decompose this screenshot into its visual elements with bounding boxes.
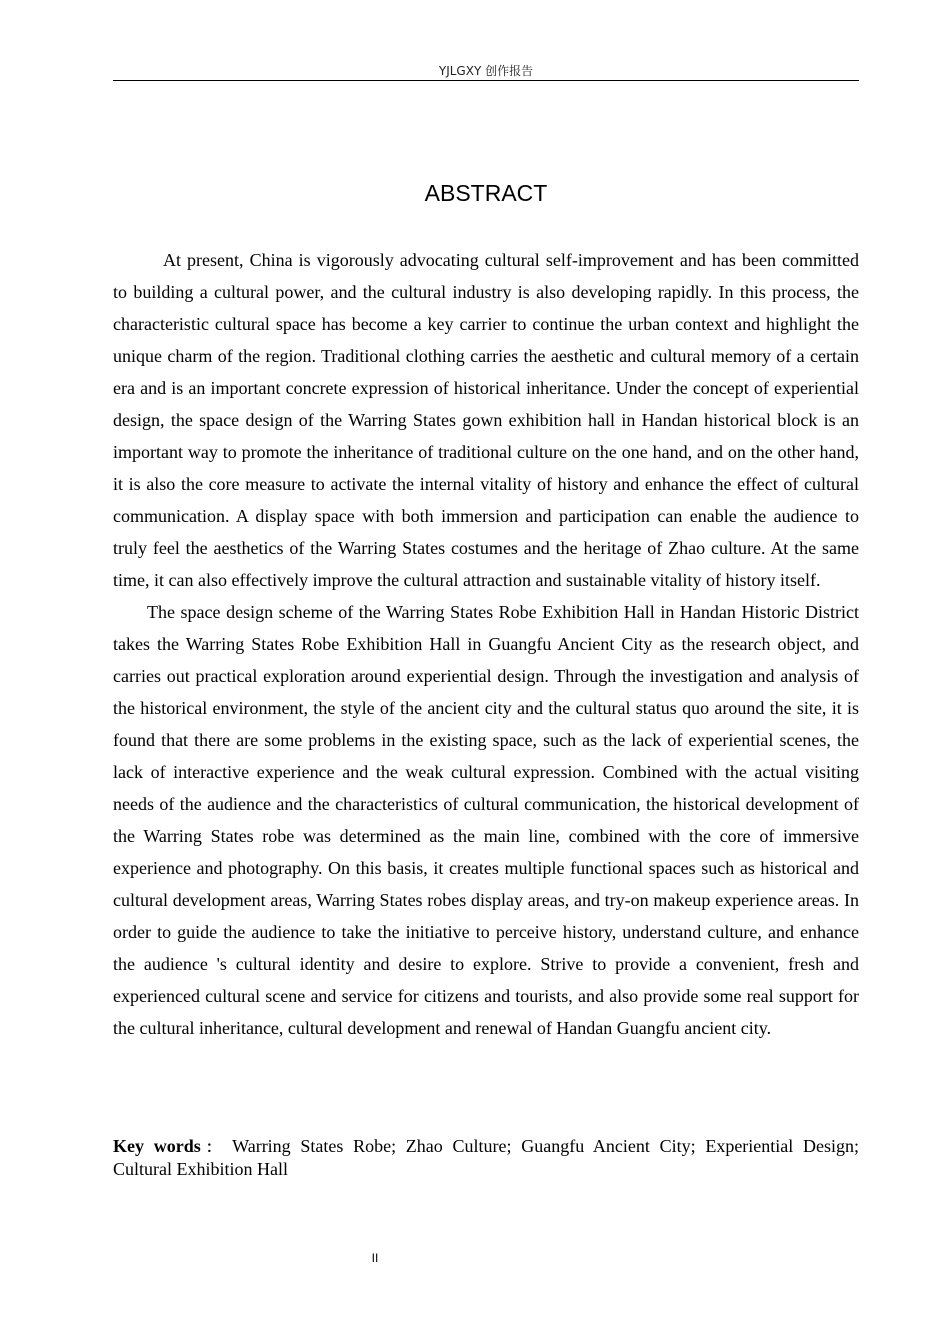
page-title: ABSTRACT — [424, 180, 548, 206]
keywords-label: Key words — [113, 1136, 201, 1156]
page-header: YJLGXY 创作报告 — [438, 64, 534, 78]
keywords-text: Warring States Robe; Zhao Culture; Guangfu Ancient City; Experiential Design; Cultural Exhibition Hall — [113, 1136, 859, 1179]
header-divider — [113, 80, 859, 81]
abstract-paragraph-2: The space design scheme of the Warring States Robe Exhibition Hall in Handan Historic District takes the Warring States Robe Exhibition Hall in Guangfu Ancient City as the research object, and carries out practical exploration around experiential design. Through the investigation and analysis of the historical environment, the style of the ancient city and the cultural status quo around the site, it is found that there are some problems in the existing space, such as the lack of experiential scenes, the lack of interactive experience and the weak cultural expression. Combined with the actual visiting needs of the audience and the characteristics of cultural communication, the historical development of the Warring States robe was determined as the main line, combined with the core of immersive experience and photography. On this basis, it creates multiple functional spaces such as historical and cultural development areas, Warring States robes display areas, and try-on makeup experience areas. In order to guide the audience to take the initiative to perceive history, understand culture, and enhance the audience 's cultural identity and desire to explore. Strive to provide a convenient, fresh and experienced cultural scene and service for citizens and tourists, and also provide some real support for the cultural inheritance, cultural development and renewal of Handan Guangfu ancient city. — [113, 602, 859, 1038]
abstract-paragraph-1: At present, China is vigorously advocating cultural self-improvement and has been committed to building a cultural power, and the cultural industry is also developing rapidly. In this process, the characteristic cultural space has become a key carrier to continue the urban context and highlight the unique charm of the region. Traditional clothing carries the aesthetic and cultural memory of a certain era and is an important concrete expression of historical inheritance. Under the concept of experiential design, the space design of the Warring States gown exhibition hall in Handan historical block is an important way to promote the inheritance of traditional culture on the one hand, and on the other hand, it is also the core measure to activate the internal vitality of history and enhance the effect of cultural communication. A display space with both immersion and participation can enable the audience to truly feel the aesthetics of the Warring States costumes and the heritage of Zhao culture. At the same time, it can also effectively improve the cultural attraction and sustainable vitality of history itself. — [113, 250, 859, 590]
keywords-colon: ： — [200, 1138, 227, 1156]
page-number: II — [371, 1251, 379, 1265]
keywords-section — [113, 1135, 859, 1180]
abstract-body — [113, 244, 859, 1044]
